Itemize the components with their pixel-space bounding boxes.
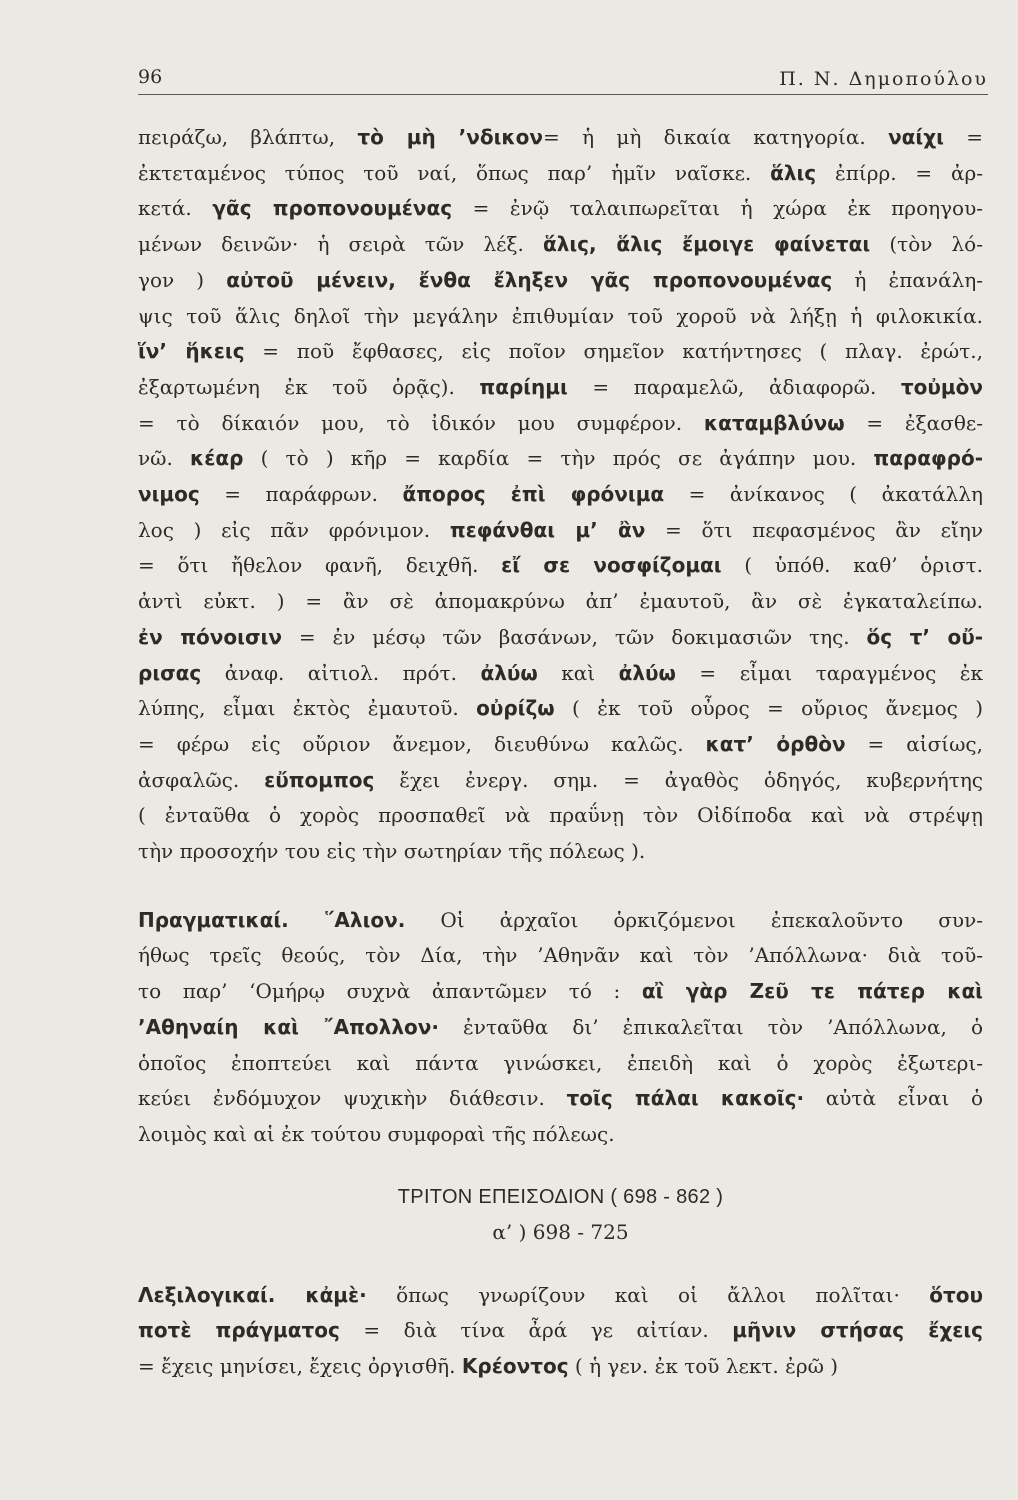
gloss-text: = ἡ μὴ δικαία κατηγορία. <box>543 125 889 149</box>
headword: ἅλις <box>770 160 817 185</box>
gloss-text: λοιμὸς καὶ αἱ ἐκ τούτου συμφοραὶ τῆς πόλεως. <box>138 1121 615 1146</box>
headword: τὸ μὴ ’νδικον <box>357 125 544 149</box>
gloss-text: λύπης, εἶμαι ἐκτὸς ἐμαυτοῦ. <box>138 696 477 721</box>
gloss-text: ἀσφαλῶς. <box>138 767 265 792</box>
gloss-text: κεύει ἐνδόμυχον ψυχικὴν διάθεσιν. <box>138 1086 567 1111</box>
headword: ναίχι <box>888 125 944 149</box>
gloss-text: = ὅτι ἤθελον φανῆ, δειχθῆ. <box>138 553 502 578</box>
headword: Λεξιλογικαί. κἀμὲ· <box>138 1282 367 1307</box>
gloss-text: αὐτὰ εἶναι ὁ <box>804 1086 984 1111</box>
gloss-text: ἐνταῦθα δι’ ἐπικαλεῖται τὸν ’Απόλλωνα, ὁ <box>438 1014 983 1039</box>
gloss-text: = τὸ δίκαιόν μου, τὸ ἰδικόν μου συμφέρον. <box>138 410 704 435</box>
gloss-text: ἐκτεταμένος τύπος τοῦ ναί, ὅπως παρ’ ἡμῖν ναῖσκε. <box>138 160 771 185</box>
text-line <box>138 1349 983 1385</box>
text-line <box>138 763 983 799</box>
headword: κατ’ ὀρθὸν <box>705 731 846 756</box>
headword: ἀλύω <box>480 660 538 685</box>
text-line <box>138 334 983 370</box>
body-text <box>138 120 983 1385</box>
running-title: Π. Ν. Δημοπούλου <box>779 68 988 90</box>
headword: ὅτου <box>929 1282 984 1307</box>
gloss-text: = φέρω εἰς οὔριον ἄνεμον, διευθύνω καλῶς. <box>138 731 706 756</box>
gloss-text: κετά. <box>138 196 213 221</box>
headword: ’Αθηναίη καὶ ῎Απολλον· <box>138 1014 439 1039</box>
gloss-text: = διὰ τίνα ἆρά γε αἰτίαν. <box>339 1318 733 1343</box>
gloss-text: τὴν προσοχήν του εἰς τὴν σωτηρίαν τῆς πόλεως ). <box>138 839 646 864</box>
gloss-text: ( ἐνταῦθα ὁ χορὸς προσπαθεῖ νὰ πραΰνῃ τὸν Οἰδίποδα καὶ νὰ στρέψῃ <box>138 803 983 828</box>
headword: τοῖς πάλαι κακοῖς· <box>566 1086 805 1111</box>
text-line <box>138 156 983 192</box>
page-header <box>138 62 988 95</box>
headword: πεφάνθαι μ’ ἂν <box>449 517 646 542</box>
headword: νιμος <box>138 482 200 507</box>
text-line <box>138 441 983 477</box>
gloss-text: = παράφρων. <box>199 482 403 507</box>
text-line <box>138 974 983 1010</box>
text-line <box>138 370 983 406</box>
commentary-paragraph <box>138 120 983 870</box>
text-line <box>138 1117 983 1153</box>
text-line <box>138 903 983 939</box>
text-line <box>138 691 983 727</box>
gloss-text: ( τὸ ) κῆρ = καρδία = τὴν πρός σε ἀγάπην μου. <box>243 446 874 471</box>
gloss-text: καὶ <box>537 660 619 685</box>
gloss-text: ἐξαρτωμένη ἐκ τοῦ ὁρᾷς). <box>138 374 480 399</box>
text-line <box>138 1046 983 1082</box>
text-line <box>138 120 983 156</box>
text-line <box>138 548 983 584</box>
gloss-text: ἡ ἐπανάλη- <box>832 267 983 292</box>
text-line <box>138 477 983 513</box>
gloss-text: = παραμελῶ, ἀδιαφορῶ. <box>567 374 901 399</box>
headword: παραφρό- <box>873 446 983 471</box>
headword: Κρέοντος <box>461 1354 569 1379</box>
text-line <box>138 1010 983 1046</box>
page-number: 96 <box>138 66 163 88</box>
headword: ποτὲ πράγματος <box>138 1318 340 1343</box>
text-line <box>138 727 983 763</box>
gloss-text: = ἐν μέσῳ τῶν βασάνων, τῶν δοκιμασιῶν της. <box>281 624 867 649</box>
gloss-text: = ἐξασθε- <box>844 410 983 435</box>
text-line <box>138 620 983 656</box>
gloss-text: νῶ. <box>138 446 190 471</box>
text-line <box>138 656 983 692</box>
headword: αὐτοῦ μένειν, ἔνθα ἔληξεν γᾶς προπονουμένας <box>226 267 833 292</box>
headword: εὔπομπος <box>264 767 375 792</box>
gloss-text: ( ὑπόθ. καθ’ ὁριστ. <box>721 553 983 578</box>
gloss-text: = ἔχεις μηνίσει, ἔχεις ὀργισθῆ. <box>138 1354 462 1379</box>
text-line <box>138 1278 983 1314</box>
subsection-heading: α’ ) 698 - 725 <box>492 1219 629 1244</box>
headword: παρίημι <box>479 374 568 399</box>
gloss-text: = αἰσίως, <box>845 731 983 756</box>
headword: μῆνιν στήσας ἔχεις <box>732 1318 984 1343</box>
headword: ἄπορος ἐπὶ φρόνιμα <box>402 482 665 507</box>
gloss-text: = εἶμαι ταραγμένος ἐκ <box>675 660 984 685</box>
section-heading: ΤΡΙΤΟΝ ΕΠΕΙΣΟΔΙΟΝ ( 698 - 862 ) <box>397 1185 724 1208</box>
headword: ρισας <box>138 660 202 685</box>
gloss-text: ἀναφ. αἰτιολ. πρότ. <box>201 660 481 685</box>
text-line <box>138 191 983 227</box>
gloss-text: πειράζω, βλάπτω, <box>138 125 358 149</box>
gloss-text: = <box>943 125 983 149</box>
gloss-text: = ποῦ ἔφθασες, εἰς ποῖον σημεῖον κατήντησες ( πλαγ. ἐρώτ., <box>244 339 983 364</box>
headword: εἴ σε νοσφίζομαι <box>501 553 722 578</box>
gloss-text: = ἀνίκανος ( ἀκατάλλη <box>664 482 983 507</box>
headword: κέαρ <box>190 446 244 471</box>
headword: γᾶς προπονουμένας <box>212 196 453 221</box>
text-line <box>138 834 983 870</box>
gloss-text: ὁποῖος ἐποπτεύει καὶ πάντα γινώσκει, ἐπειδὴ καὶ ὁ χορὸς ἐξωτερι- <box>138 1050 983 1075</box>
gloss-text: ἐπίρρ. = ἀρ- <box>816 160 983 185</box>
headword: τοὐμὸν <box>900 374 983 399</box>
gloss-text: ἔχει ἐνεργ. σημ. = ἀγαθὸς ὁδηγός, κυβερνήτης <box>374 767 984 792</box>
gloss-text: (τὸν λό- <box>870 232 983 257</box>
gloss-text: Οἱ ἀρχαῖοι ὁρκιζόμενοι ἐπεκαλοῦντο συν- <box>405 907 984 932</box>
gloss-text: ὅπως γνωρίζουν καὶ οἱ ἄλλοι πολῖται· <box>366 1282 930 1307</box>
headword: ἐν πόνοισιν <box>138 624 282 649</box>
gloss-text: ήθως τρεῖς θεούς, τὸν Δία, τὴν ’Αθηνᾶν καὶ τὸν ’Απόλλωνα· διὰ τοῦ- <box>138 943 983 968</box>
gloss-text: ( ἡ γεν. ἐκ τοῦ λεκτ. ἐρῶ ) <box>568 1354 839 1379</box>
text-line <box>138 513 983 549</box>
gloss-text: ψις τοῦ ἅλις δηλοῖ τὴν μεγάλην ἐπιθυμίαν τοῦ χοροῦ νὰ λήξῃ ἡ φιλοκικία. <box>138 303 983 328</box>
gloss-text: γον ) <box>138 267 227 292</box>
gloss-text: = ἐνῷ ταλαιπωρεῖται ἡ χώρα ἐκ προηγου- <box>452 196 984 221</box>
text-line <box>138 406 983 442</box>
text-line <box>138 938 983 974</box>
headword: ἅλις, ἅλις ἔμοιγε φαίνεται <box>542 232 871 257</box>
gloss-text: μένων δεινῶν· ἡ σειρὰ τῶν λέξ. <box>138 232 543 257</box>
headword: αἲ γὰρ Ζεῦ τε πάτερ καὶ <box>641 979 983 1004</box>
text-line <box>138 798 983 834</box>
headword: ἵν’ ἥκεις <box>138 339 245 364</box>
text-line <box>138 1313 983 1349</box>
headword: ἀλύω <box>618 660 676 685</box>
headword: Πραγματικαί. ῞Αλιον. <box>138 907 406 932</box>
gloss-text: ἀντὶ εὐκτ. ) = ἂν σὲ ἀπομακρύνω ἀπ’ ἐμαυτοῦ, ἂν σὲ ἐγκαταλείπω. <box>138 589 983 614</box>
gloss-text: ( ἐκ τοῦ οὖρος = οὔριος ἄνεμος ) <box>554 696 983 721</box>
gloss-text: = ὅτι πεφασμένος ἂν εἴην <box>645 517 983 542</box>
gloss-text: λος ) εἰς πᾶν φρόνιμον. <box>138 517 450 542</box>
gloss-text: το παρ’ ‘Ομήρῳ συχνὰ ἀπαντῶμεν τό : <box>138 979 642 1004</box>
text-line <box>138 1081 983 1117</box>
text-line <box>138 263 983 299</box>
text-line <box>138 584 983 620</box>
headword: καταμβλύνω <box>703 410 845 435</box>
headword: ὅς τ’ οὔ- <box>866 624 984 649</box>
headword: οὐρίζω <box>476 696 555 721</box>
text-line <box>138 299 983 335</box>
text-line <box>138 227 983 263</box>
factual-paragraph <box>138 903 983 1153</box>
lexical-paragraph <box>138 1278 983 1385</box>
